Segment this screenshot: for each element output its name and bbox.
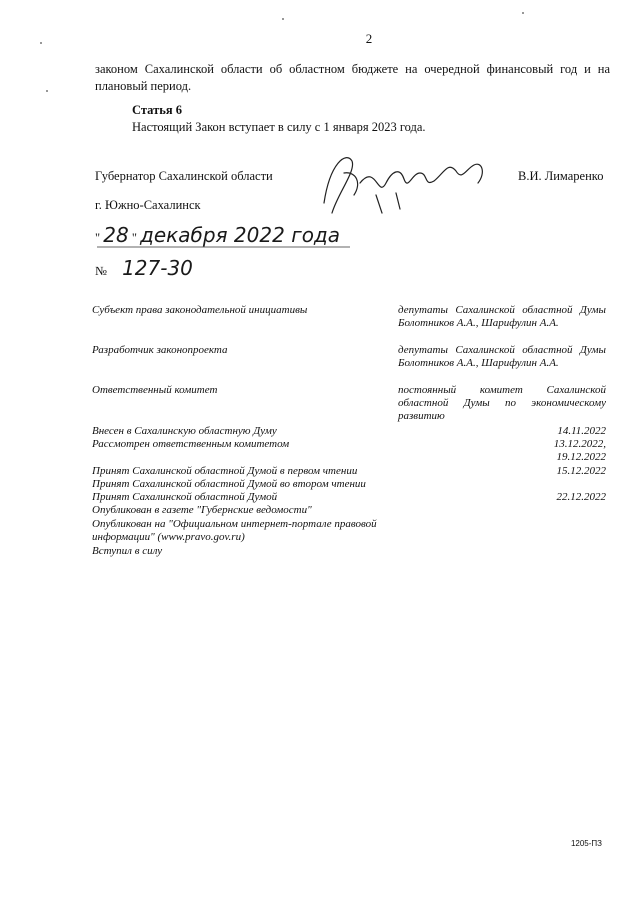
published-gazette-label: Опубликован в газете "Губернские ведомости": [92, 504, 312, 516]
reviewed-date-1: 13.12.2022,: [553, 438, 606, 450]
article-title: Статья 6: [132, 103, 182, 117]
committee-label: Ответственный комитет: [92, 384, 218, 396]
article-text: Настоящий Закон вступает в силу с 1 января 2023 года.: [132, 120, 426, 134]
date-close-quote: ": [131, 231, 137, 245]
date-month-year: декабря 2022 года: [140, 223, 341, 247]
scan-speck: [46, 90, 48, 92]
date-underline: [95, 245, 355, 249]
published-portal-label-2: информации" (www.pravo.gov.ru): [92, 531, 245, 543]
signing-date: [95, 223, 355, 253]
intro-paragraph: законом Сахалинской области об областном бюджете на очередной финансовый год и на плановый период.: [95, 62, 610, 93]
reviewed-label: Рассмотрен ответственным комитетом: [92, 438, 290, 450]
governor-title: Губернатор Сахалинской области: [95, 169, 273, 183]
published-portal-label-1: Опубликован на "Официальном интернет-портале правовой: [92, 518, 377, 530]
number-sign: №: [95, 264, 107, 278]
adopted-date: 22.12.2022: [556, 491, 606, 503]
submitted-label: Внесен в Сахалинскую областную Думу: [92, 425, 277, 437]
entered-force-label: Вступил в силу: [92, 545, 163, 557]
city: г. Южно-Сахалинск: [95, 198, 201, 212]
number-value: 127-30: [122, 256, 193, 280]
subject-label: Субъект права законодательной инициативы: [92, 304, 308, 316]
second-reading-label: Принят Сахалинской областной Думой во втором чтении: [92, 478, 366, 490]
document-code: 1205-ПЗ: [570, 839, 602, 848]
page-number: 2: [365, 31, 373, 46]
first-reading-label: Принят Сахалинской областной Думой в первом чтении: [92, 465, 358, 477]
subject-value: депутаты Сахалинской областной Думы Болотников А.А., Шарифулин А.А.: [398, 304, 606, 329]
scan-speck: [282, 18, 284, 20]
submitted-date: 14.11.2022: [557, 425, 606, 437]
date-day: 28: [103, 223, 129, 247]
governor-name: В.И. Лимаренко: [518, 169, 604, 183]
governor-signature: [316, 143, 496, 223]
first-reading-date: 15.12.2022: [556, 465, 606, 477]
law-number: [95, 256, 225, 278]
reviewed-date-2: 19.12.2022: [556, 451, 606, 463]
adopted-label: Принят Сахалинской областной Думой: [92, 491, 278, 503]
developer-value: депутаты Сахалинской областной Думы Болотников А.А., Шарифулин А.А.: [398, 344, 606, 369]
developer-label: Разработчик законопроекта: [92, 344, 228, 356]
committee-value: постоянный комитет Сахалинской областной Думы по экономическому развитию: [398, 384, 606, 422]
date-open-quote: ": [95, 231, 101, 245]
scan-speck: [522, 12, 524, 14]
scan-speck: [40, 42, 42, 44]
